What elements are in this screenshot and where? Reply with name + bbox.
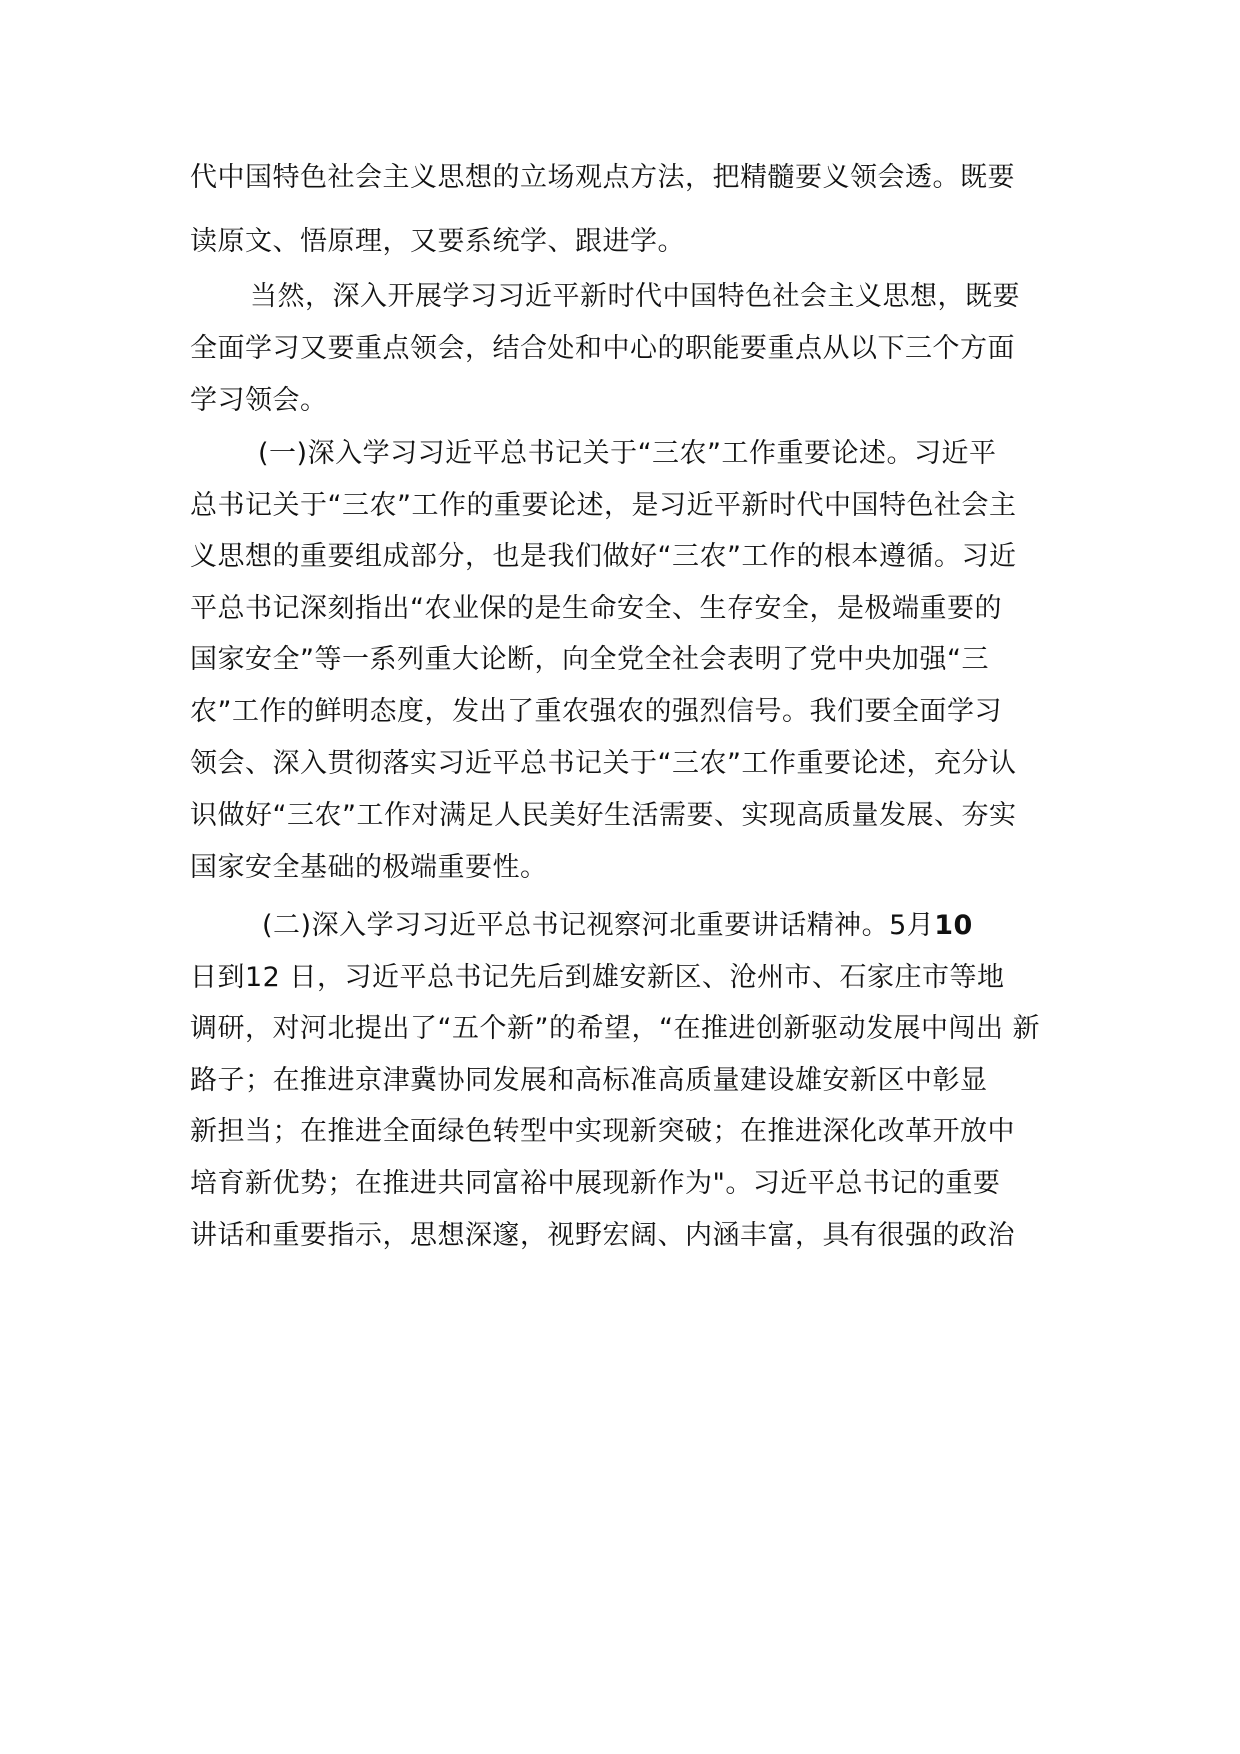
paragraph-4-line-7: 讲话和重要指示，思想深邃，视野宏阔、内涵丰富，具有很强的政治 (190, 1220, 1015, 1251)
paragraph-2-line-2: 全面学习又要重点领会，结合处和中心的职能要重点从以下三个方面 (190, 333, 1015, 364)
paragraph-4-line-3: 调研，对河北提出了“五个新”的希望，“在推进创新驱动发展中闯出 新 (190, 1013, 1041, 1044)
paragraph-4-line-6: 培育新优势；在推进共同富裕中展现新作为"。习近平总书记的重要 (190, 1168, 1001, 1199)
paragraph-3-line-1: (一)深入学习习近平总书记关于“三农”工作重要论述。习近平 (258, 438, 997, 469)
paragraph-2-line-3: 学习领会。 (190, 385, 328, 416)
paragraph-2-line-1: 当然，深入开展学习习近平新时代中国特色社会主义思想，既要 (250, 281, 1020, 312)
paragraph-3-line-6: 农”工作的鲜明态度，发出了重农强农的强烈信号。我们要全面学习 (190, 696, 1002, 727)
paragraph-4-line-1-bold-number: 10 (934, 910, 973, 941)
paragraph-3-line-2: 总书记关于“三农”工作的重要论述，是习近平新时代中国特色社会主 (190, 490, 1017, 521)
paragraph-1-line-1: 代中国特色社会主义思想的立场观点方法，把精髓要义领会透。既要 (190, 162, 1015, 193)
paragraph-4-line-1-text: (二)深入学习习近平总书记视察河北重要讲话精神。5月 (262, 910, 935, 941)
paragraph-3-line-9: 国家安全基础的极端重要性。 (190, 852, 548, 883)
paragraph-3-line-7: 领会、深入贯彻落实习近平总书记关于“三农”工作重要论述，充分认 (190, 748, 1017, 779)
paragraph-3-line-8: 识做好“三农”工作对满足人民美好生活需要、实现高质量发展、夯实 (190, 800, 1017, 831)
paragraph-3-line-3: 义思想的重要组成部分，也是我们做好“三农”工作的根本遵循。习近 (190, 541, 1017, 572)
paragraph-3-line-4: 平总书记深刻指出“农业保的是生命安全、生存安全，是极端重要的 (190, 593, 1002, 624)
paragraph-4-line-5: 新担当；在推进全面绿色转型中实现新突破；在推进深化改革开放中 (190, 1116, 1015, 1147)
paragraph-1-line-2: 读原文、悟原理，又要系统学、跟进学。 (190, 226, 685, 257)
paragraph-3-line-5: 国家安全”等一系列重大论断，向全党全社会表明了党中央加强“三 (190, 644, 989, 675)
paragraph-4-line-4: 路子；在推进京津冀协同发展和高标准高质量建设雄安新区中彰显 (190, 1065, 988, 1096)
paragraph-4-line-2: 日到12 日，习近平总书记先后到雄安新区、沧州市、石家庄市等地 (190, 962, 1005, 993)
paragraph-4-line-1 (262, 906, 1060, 946)
